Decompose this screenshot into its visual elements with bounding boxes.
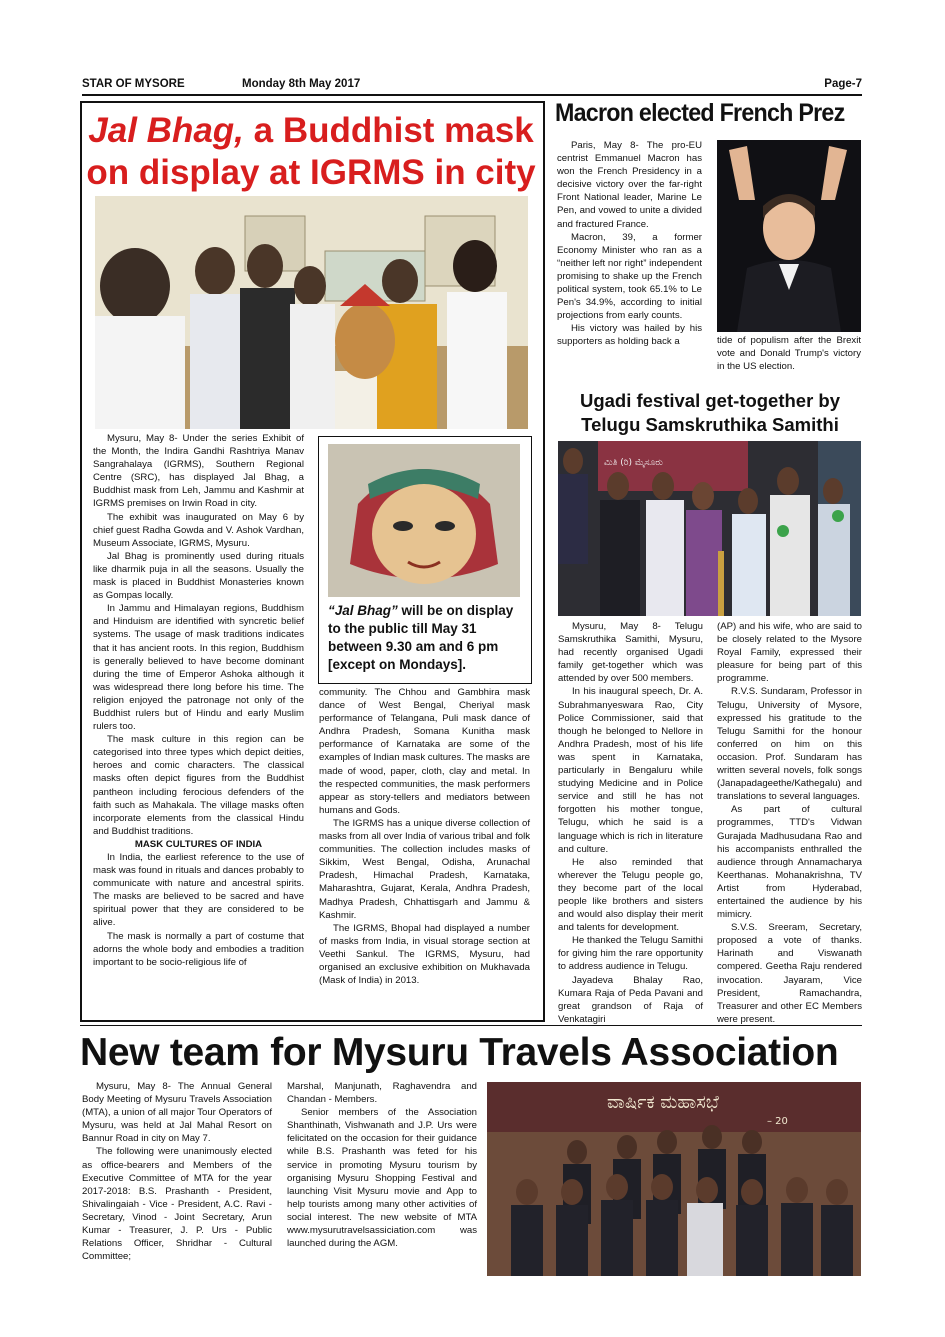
paragraph: Senior members of the Association Shanthinath, Vishwanath and J.P. Urs were felicitated on the occasion for their guidance while B.S. Prashanth was feted for his service in promoting Mysuru tourism by organising Mysuru Shopping Festival and launching Visit Mysuru movie and App to help tourists among many other activities of social interest. The new website of MTA www.mysurutravelsassiciation.com was launched during the AGM. (287, 1107, 477, 1250)
paragraph: (AP) and his wife, who are said to be closely related to the Mysore Royal Family, expressed their pleasure for being part of this programme. (717, 621, 862, 685)
paragraph: The mask culture in this region can be categorised into three types which depict deities, heroes and comic characters. The classical masks often depict figures from the Buddhist pantheon including ferocious defenders of the faith such as Mahakala. The village masks often incorporate elements from the classical Hindu and Buddhist traditions. (93, 734, 304, 837)
headline-line2: on display at IGRMS in city (86, 153, 536, 192)
paragraph: community. The Chhou and Gambhira mask dance of West Bengal, Cheriyal mask performance of Telangana, Puli mask dance of Andhra Pradesh, Somana Kunitha mask performance of Karnataka are some of the examples of Indian mask cultures. The masks are made of wood, paper, cloth, clay and metal. In the respected communities, the mask performers appear as story-tellers and mediators between humans and Gods. (319, 687, 530, 816)
travels-photo (487, 1082, 861, 1276)
paragraph: Marshal, Manjunath, Raghavendra and Chandan - Members. (287, 1081, 477, 1106)
paragraph: He thanked the Telugu Samithi for giving him the rare opportunity to address audience in Telugu. (558, 935, 703, 973)
jal-bhag-headline (83, 110, 539, 194)
paragraph: In India, the earliest reference to the use of mask was found in rituals and dances probably to communicate with nature and ancestral spirits. The masks are believed to be sacred and have spiritual power that they are considered to be alive. (93, 852, 304, 929)
paragraph: His victory was hailed by his supporters as holding back a (557, 323, 702, 348)
paragraph: The mask is normally a part of costume that adorns the whole body and embodies a tradition important to be socio-religious life of (93, 930, 304, 968)
macron-continued: tide of populism after the Brexit vote and Donald Trump's victory in the US election. (717, 335, 861, 373)
caption-italic: “Jal Bhag” (328, 603, 398, 618)
paragraph: The exhibit was inaugurated on May 6 by chief guest Radha Gowda and V. Ashok Vardhan, Museum Associate, IGRMS, Mysuru. (93, 511, 304, 549)
paragraph: The IGRMS, Bhopal had displayed a number of masks from India, in visual storage section at Veethi Sankul. The IGRMS, Mysuru, had organised an exclusive exhibition on Mukhavada (Mask of India) in 2013. (319, 922, 530, 987)
paper-name: STAR OF MYSORE (82, 78, 185, 90)
masthead (82, 78, 862, 96)
ugadi-banner-text: ಮಿತಿ (ರಿ) ಮೈಸೂರು (604, 458, 663, 468)
paragraph: Mysuru, May 8- Under the series Exhibit of the Month, the Indira Gandhi Rashtriya Manav Sangrahalaya (IGRMS), Southern Regional Centre (SRC), has displayed Jal Bhag, a Buddhist mask from Leh, Jammu and Kashmir at IGRMS premises on Irwin Road in city. (93, 433, 304, 510)
headline-rest: a Buddhist mask (243, 111, 534, 150)
travels-headline: New team for Mysuru Travels Association (80, 1031, 839, 1074)
paragraph: As part of cultural programmes, TTD's Vidwan Gurajada Madhusudana Rao and his accompanists enthralled the audience through Annamacharya Keerthanas. Mohanakrishna, TV Artist from Hyderabad, entertained the audience by his mimicry. (717, 804, 862, 921)
paragraph: S.V.S. Sreeram, Secretary, proposed a vote of thanks. Harinath and Viswanath compered. Geetha Raju rendered invocation. Jayaram, Vice President, Ramachandra, Treasurer and other EC Members were present. (717, 922, 862, 1025)
paragraph: Mysuru, May 8- The Annual General Body Meeting of Mysuru Travels Association (MTA), a union of all major Tour Operators of Mysuru, was held at Jal Mahal Resort on Bannur Road in city on May 7. (82, 1081, 272, 1145)
headline-italic: Jal Bhag, (88, 111, 244, 150)
paragraph: Jal Bhag is prominently used during rituals like dharmik puja in all the seasons. Usually the mask is placed in Buddhist Monasteries known as Gompas locally. (93, 550, 304, 602)
headline-line1: Ugadi festival get-together by (579, 390, 841, 411)
paragraph: The IGRMS has a unique diverse collection of masks from all over India of various tribal and folk communities. The collection includes masks of Sikkim, West Bengal, Odisha, Arunachal Pradesh, Himachal Pradesh, Karnataka, Maharashtra, Gujarat, Kerala, Andhra Pradesh, Madhya Pradesh, Chhattisgarh and Jammu & Kashmir. (319, 817, 530, 921)
macron-headline: Macron elected French Prez (555, 99, 845, 127)
paragraph: He also reminded that wherever the Telugu people go, they become part of the local people like brothers and sisters and would also display their merit and talents for development. (558, 856, 703, 934)
macron-col (557, 139, 702, 349)
paragraph: Paris, May 8- The pro-EU centrist Emmanuel Macron has won the French Presidency in a decisive victory over the far-right Front National leader, Marine Le Pen, and vowed to unite a divided and fractured France. (557, 140, 702, 230)
paragraph: R.V.S. Sundaram, Professor in Telugu, University of Mysore, expressed his gratitude to the Telugu Samithi for the honour conferred on him on this occasion. Prof. Sundaram has written several novels, folk songs (Janapadageethe/Kathegalu) and translations to several languages. (717, 686, 862, 803)
ugadi-photo (558, 441, 861, 616)
travels-banner-text: ವಾರ್ಷಿಕ ಮಹಾಸಭೆ (607, 1092, 719, 1113)
paragraph: In his inaugural speech, Dr. A. Subrahmanyeswara Rao, City Police Commissioner, said that though he belonged to Nellore in Andhra Pradesh, most of his life was spent in Karnataka, particularly in Bengaluru while studying Medicine and in Police service and still he has not forgotten his mother tongue, Telugu, which he said is a language which is rich in literature and culture. (558, 686, 703, 855)
section-rule (80, 1025, 862, 1026)
subheading: MASK CULTURES OF INDIA (134, 838, 263, 850)
travels-col1 (82, 1080, 272, 1263)
paragraph: The following were unanimously elected as office-bearers and Members of the Executive Committee of MTA for the year 2017-2018: B.S. Prashanth - President, Shivalingaiah - Vice - President, A.C. Ravi - Secretary, Vinod - Joint Secretary, Arun Kumar - Treasurer, J. P. Urs - Public Relations Officer, Shridhar - Cultural Committee; (82, 1146, 272, 1263)
paragraph: Macron, 39, a former Economy Minister who ran as a “neither left nor right” independent promising to shake up the French political system, took 65.1% to Le Pen's 34.9%, according to initial projections from early counts. (557, 231, 702, 322)
ugadi-headline (559, 389, 861, 437)
travels-banner-year: – 20 (767, 1116, 788, 1127)
mask-photo (328, 444, 520, 597)
paragraph: Jayadeva Bhalay Rao, Kumara Raja of Peda Pavani and great grandson of Raja of Venkatagiri (558, 974, 703, 1025)
issue-date: Monday 8th May 2017 (242, 78, 361, 90)
ugadi-col1 (558, 620, 703, 1026)
caption-rest: will be on display to the public till May 31 between 9.30 am and 6 pm [except on Mondays]. (328, 603, 514, 672)
mask-caption (328, 602, 524, 674)
travels-col2 (287, 1080, 477, 1250)
jal-bhag-col2 (319, 686, 530, 987)
paragraph: In Jammu and Himalayan regions, Buddhism and Hinduism are identified with syncretic belief systems. The usage of mask traditions indicates that it has ancient roots. In this region, Buddhism is generally believed to have become dominant during the time of Emperor Ashoka although it was widespread there long before his time. The religion enjoyed the patronage not only of the Buddhist rulers but of Hindu and early Muslim rulers too. (93, 603, 304, 733)
macron-photo (717, 140, 861, 332)
paragraph: Mysuru, May 8- Telugu Samskruthika Samithi, Mysuru, had recently organised Ugadi family get-together which was attended by over 500 members. (558, 621, 703, 685)
exhibition-photo (95, 196, 528, 429)
page-number: Page-7 (824, 78, 862, 90)
ugadi-col2 (717, 620, 862, 1026)
headline-line2: Telugu Samskruthika Samithi (581, 414, 839, 435)
jal-bhag-col1 (93, 432, 304, 969)
